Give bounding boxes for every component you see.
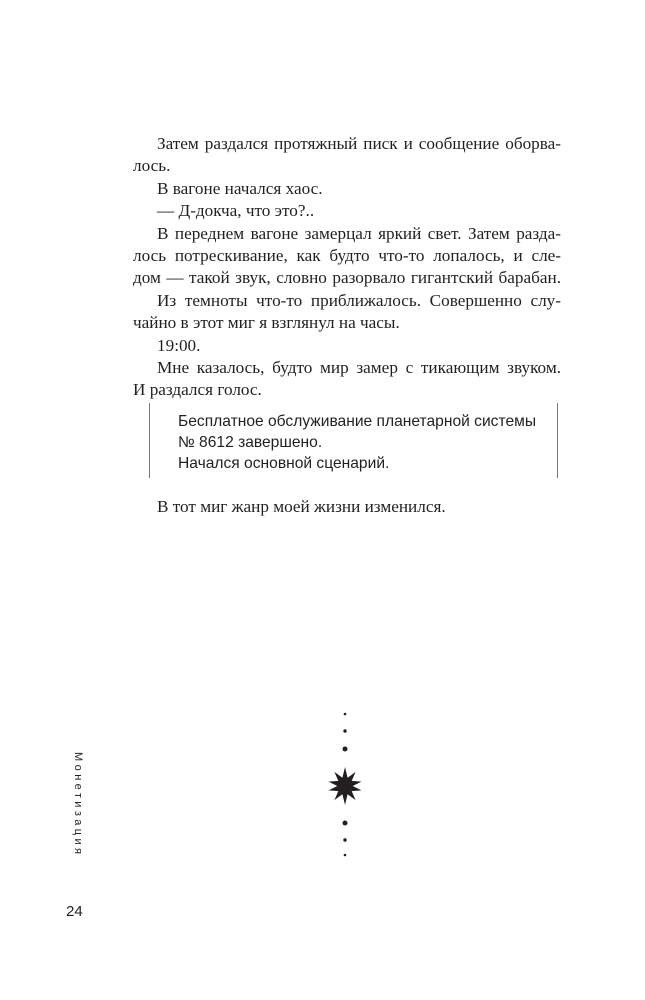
system-message-line-1: Бесплатное обслуживание планетарной системы (178, 413, 537, 430)
paragraph-7-line-1: Мне казалось, будто мир замер с тикающим звуком. (157, 358, 561, 378)
ornament-star (329, 767, 362, 805)
system-message-text (178, 411, 536, 475)
paragraph-2 (133, 178, 561, 200)
body-text (133, 133, 561, 402)
ornament-dot-2 (343, 729, 346, 732)
ornament-dot-3 (343, 747, 348, 752)
paragraph-6-line-1: 19:00. (157, 335, 201, 355)
paragraph-6 (133, 335, 561, 357)
paragraph-7 (133, 357, 561, 402)
system-message-line-3: Начался основной сценарий. (178, 455, 390, 473)
ornament-dot-1 (344, 713, 347, 716)
paragraph-5 (133, 290, 561, 335)
paragraph-3 (133, 200, 561, 222)
ornament-dot-6 (344, 854, 347, 857)
paragraph-2-line-1: В вагоне начался хаос. (157, 178, 323, 198)
paragraph-4-line-2: лось потрескивание, как будто что-то лопалось, и сле- (133, 246, 561, 266)
paragraph-3-line-1: — Д-докча, что это?.. (157, 201, 315, 221)
star-ornament-icon (322, 706, 368, 862)
paragraph-5-line-2: чайно в этот миг я взглянул на часы. (133, 313, 400, 333)
ornament-dot-5 (343, 838, 346, 841)
paragraph-7-line-2: И раздался голос. (133, 380, 262, 400)
paragraph-4 (133, 223, 561, 290)
page-number: 24 (66, 903, 83, 920)
after-message-paragraph: В тот миг жанр моей жизни изменился. (157, 497, 446, 516)
paragraph-1 (133, 133, 561, 178)
ornament-dot-4 (343, 821, 348, 826)
paragraph-1-line-1: Затем раздался протяжный писк и сообщение оборва- (157, 134, 561, 153)
system-message-line-2: № 8612 завершено. (178, 434, 323, 452)
paragraph-4-line-3: дом — такой звук, словно разорвало гигантский барабан. (133, 268, 561, 288)
paragraph-4-line-1: В переднем вагоне замерцал яркий свет. Затем разда- (157, 223, 561, 243)
paragraph-1-line-2: лось. (133, 156, 171, 176)
paragraph-5-line-1: Из темноты что-то приближалось. Совершенно слу- (157, 290, 561, 310)
system-message-box (149, 403, 558, 478)
running-head: Монетизация (72, 752, 84, 858)
